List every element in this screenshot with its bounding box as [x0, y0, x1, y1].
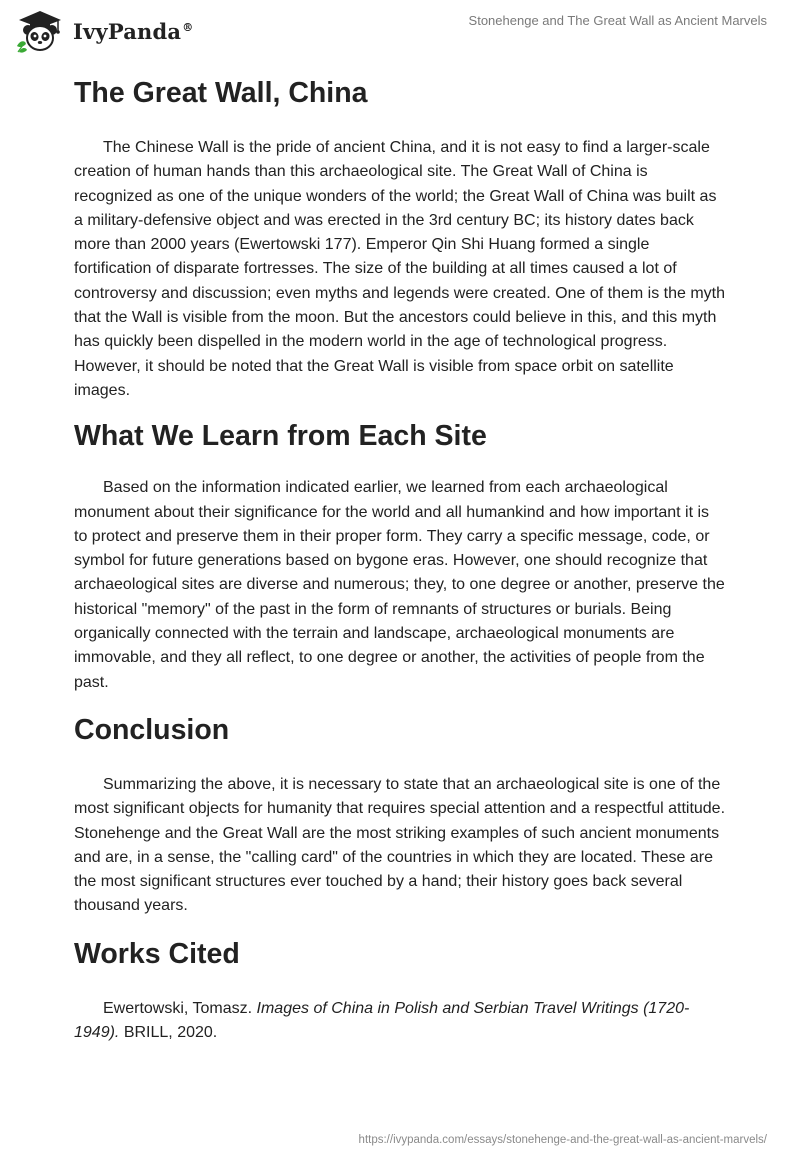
section-great-wall: [74, 75, 726, 403]
section-conclusion: [74, 712, 726, 919]
section-heading: Works Cited: [74, 937, 240, 970]
page-header: [0, 0, 800, 60]
section-paragraph: Summarizing the above, it is necessary to state that an archaeological site is one of the most significant objects for humanity that requires special attention and a respectful attitude. Stonehenge and the Great Wall are the most striking examples of such ancient monuments and are, in a sense, the "calling card" of the countries in which they are located. These are the most significant structures ever touched by a hand; their history goes back several thousand years.: [74, 775, 726, 915]
ivypanda-logo[interactable]: [15, 9, 193, 53]
section-works-cited: [74, 936, 726, 1046]
section-what-we-learn: [74, 418, 726, 695]
citation-author: Ewertowski, Tomasz.: [103, 999, 253, 1017]
section-paragraph: The Chinese Wall is the pride of ancient China, and it is not easy to find a larger-scale creation of human hands than this archaeological site. The Great Wall of China is recognized as one of the unique wonders of the world; the Great Wall of China was built as a military-defensive object and was erected in the 3rd century BC; its history dates back more than 2000 years (Ewertowski 177). Emperor Qin Shi Huang formed a single fortification of disparate fortresses. The size of the building at all times caused a lot of controversy and discussion; even myths and legends were created. One of them is the myth that the Wall is visible from the moon. But the ancestors could believe in this, and this myth has quickly been dispelled in the modern world in the age of technological progress. However, it should be noted that the Great Wall is visible from space orbit on satellite images.: [74, 139, 725, 399]
section-heading: What We Learn from Each Site: [74, 420, 487, 453]
citation-publisher: BRILL, 2020.: [123, 1024, 218, 1042]
document-running-title: Stonehenge and The Great Wall as Ancient Marvels: [468, 13, 767, 28]
panda-graduate-icon: [15, 9, 65, 53]
logo-wordmark: IvyPanda®: [73, 18, 194, 44]
source-url[interactable]: https://ivypanda.com/essays/stonehenge-and-the-great-wall-as-ancient-marvels/: [358, 1134, 767, 1146]
section-heading: The Great Wall, China: [74, 77, 368, 109]
citation-book-title: Images of China in Polish and Serbian Travel Writings (1720-1949).: [74, 999, 690, 1042]
citation-entry: [74, 997, 726, 1046]
section-heading: Conclusion: [74, 713, 230, 746]
essay-content: [74, 72, 726, 1045]
section-paragraph: Based on the information indicated earlier, we learned from each archaeological monument about their significance for the world and all humankind and how important it is to protect and preserve them in their proper form. They carry a specific message, code, or symbol for future generations based on bygone eras. However, one should recognize that archaeological sites are diverse and numerous; they, to one degree or another, preserve the historical "memory" of the past in the form of remnants of structures or burials. Being organically connected with the terrain and landscape, archaeological monuments are immovable, and they all reflect, to one degree or another, the activities of people from the past.: [74, 479, 725, 691]
